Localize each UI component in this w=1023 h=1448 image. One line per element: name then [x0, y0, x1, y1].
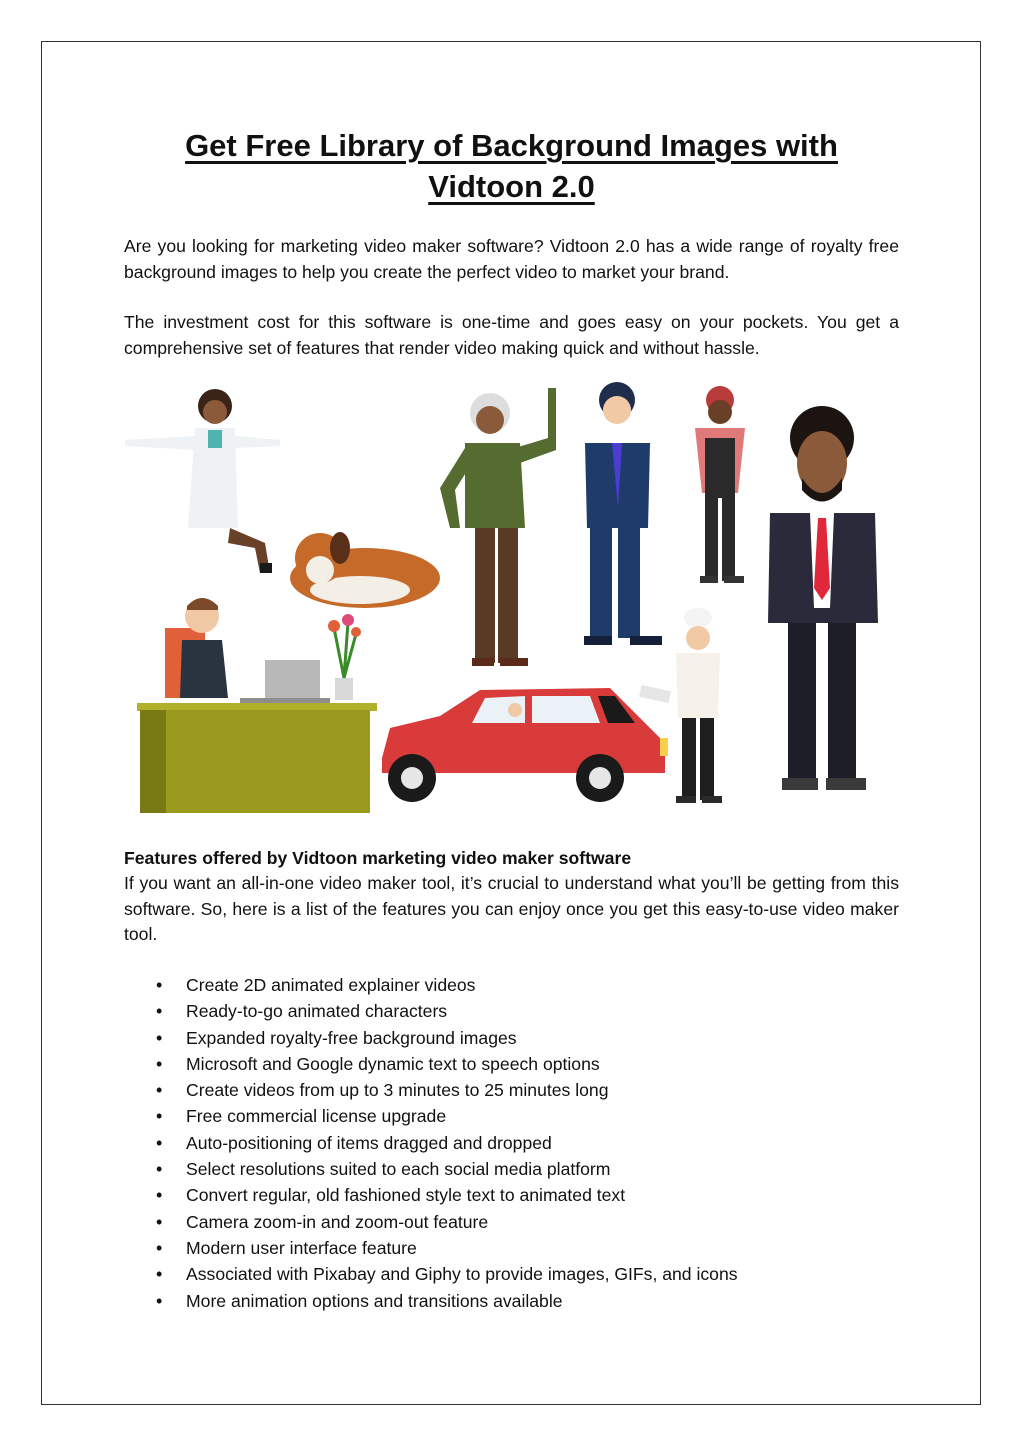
- list-item: • Auto-positioning of items dragged and dropped: [124, 1130, 864, 1156]
- elderly-woman-character: [440, 388, 556, 666]
- list-item: • Camera zoom-in and zoom-out feature: [124, 1209, 864, 1235]
- features-heading: Features offered by Vidtoon marketing video maker software: [124, 848, 632, 868]
- thinking-businessman-character: [584, 382, 662, 645]
- doctor-character: [125, 389, 280, 573]
- features-list: [124, 972, 864, 1314]
- list-item: • Convert regular, old fashioned style text to animated text: [124, 1182, 864, 1208]
- list-item: • Microsoft and Google dynamic text to speech options: [124, 1051, 864, 1077]
- list-item: • Create videos from up to 3 minutes to 25 minutes long: [124, 1077, 864, 1103]
- animated-characters-illustration: [120, 378, 890, 818]
- list-item: • Ready-to-go animated characters: [124, 998, 864, 1024]
- features-intro-paragraph: If you want an all-in-one video maker tool, it’s crucial to understand what you’ll be getting from this software. So, here is a list of the features you can enjoy once you get this easy-to-use video maker tool.: [124, 873, 899, 944]
- intro-paragraph: Are you looking for marketing video maker software? Vidtoon 2.0 has a wide range of royalty free background images to help you create the perfect video to market your brand.: [124, 236, 899, 282]
- man-at-desk-character: [137, 598, 377, 813]
- page-title: Get Free Library of Background Images with Vidtoon 2.0: [185, 128, 838, 204]
- list-item: • Associated with Pixabay and Giphy to provide images, GIFs, and icons: [124, 1261, 864, 1287]
- list-item: • Free commercial license upgrade: [124, 1103, 864, 1129]
- dog-character: [290, 532, 440, 608]
- worker-woman-character: [695, 386, 745, 583]
- list-item: • More animation options and transitions available: [124, 1288, 864, 1314]
- red-car-illustration: [382, 688, 668, 802]
- list-item: • Select resolutions suited to each social media platform: [124, 1156, 864, 1182]
- list-item: • Create 2D animated explainer videos: [124, 972, 864, 998]
- list-item: • Expanded royalty-free background images: [124, 1025, 864, 1051]
- list-item: • Modern user interface feature: [124, 1235, 864, 1261]
- cost-paragraph: The investment cost for this software is one-time and goes easy on your pockets. You get a comprehensive set of features that render video making quick and without hassle.: [124, 312, 899, 358]
- bearded-businessman-character: [768, 406, 878, 790]
